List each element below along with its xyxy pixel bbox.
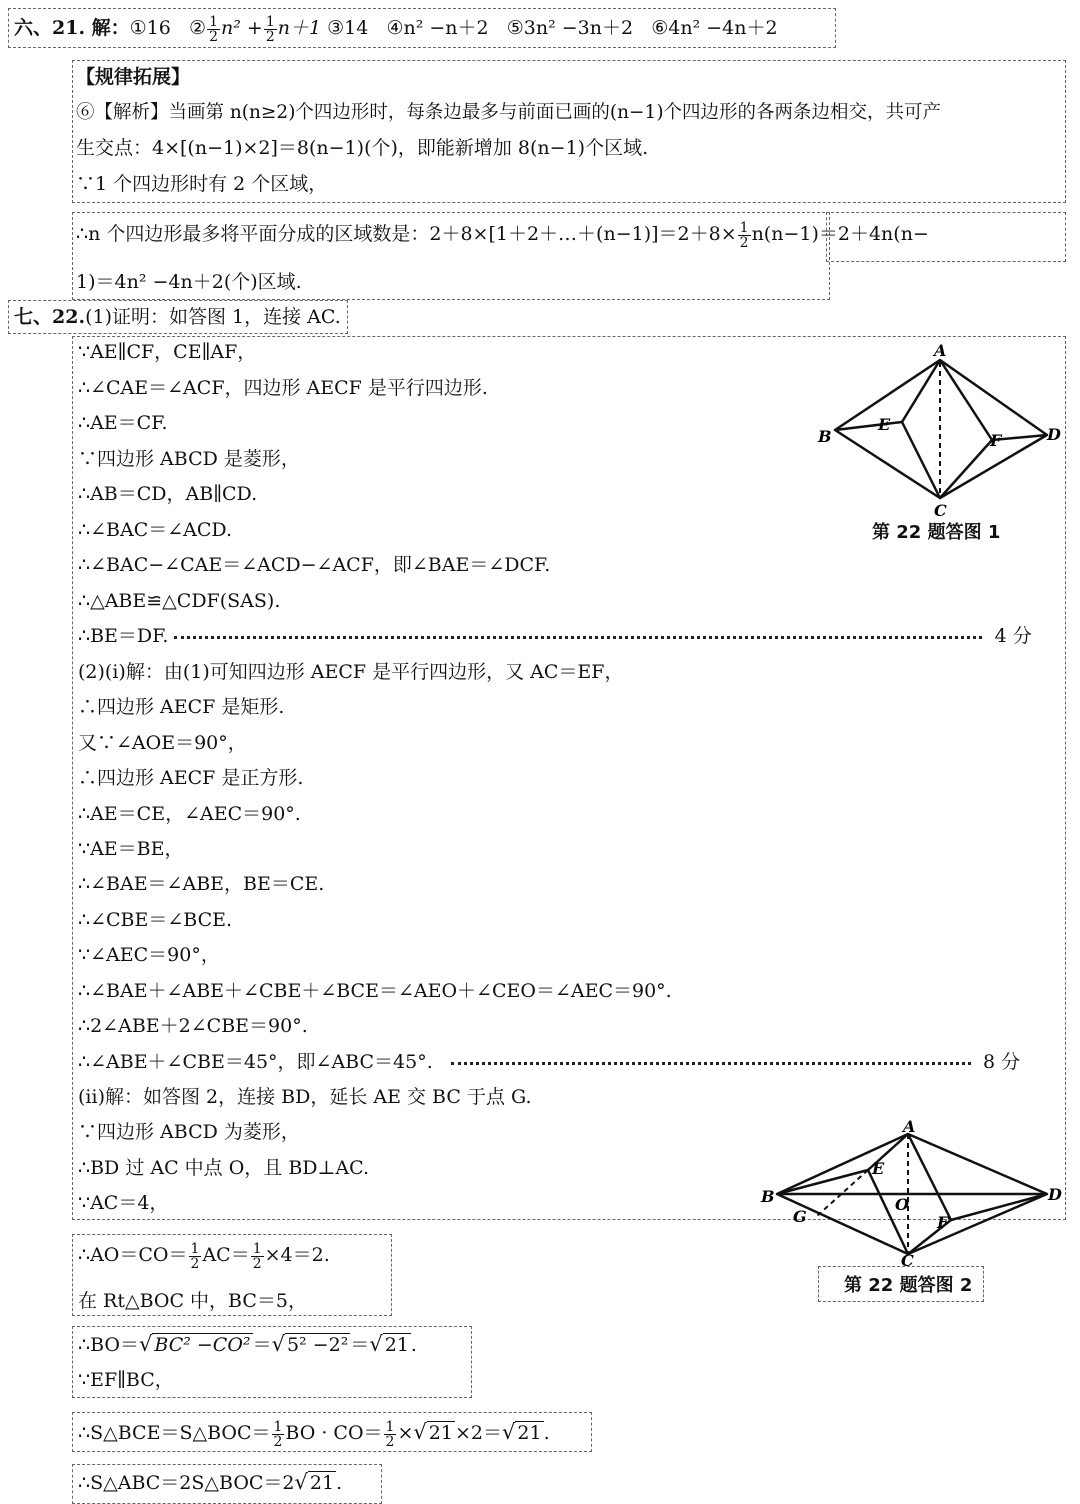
proof-step-score-8: ∴∠ABE＋∠CBE＝45°，即∠ABC＝45°. 8 分 — [78, 1051, 1021, 1073]
proof-step: ∴∠CBE＝∠BCE. — [78, 909, 233, 931]
radical-sign: √ 21 — [294, 1470, 335, 1494]
q21-ans-1: ①16 — [129, 17, 171, 39]
vertex-label-f: F — [990, 431, 1002, 450]
proof-step: ∴四边形 AECF 是矩形. — [78, 696, 285, 718]
proof-step-score-4: ∴BE＝DF. 4 分 — [78, 625, 1032, 647]
proof-step: ∴∠BAC−∠CAE＝∠ACD−∠ACF，即∠BAE＝∠DCF. — [78, 554, 551, 576]
radical-sign: √ 21 — [369, 1332, 409, 1356]
radical-sign: √ 21 — [501, 1420, 542, 1444]
q21-ans-2-prefix: ② — [189, 17, 207, 39]
extension-line-1: ⑥【解析】当画第 n(n≥2)个四边形时，每条边最多与前面已画的(n−1)个四边形的各两条边相交，共可产 — [76, 102, 942, 123]
proof-step: ∴∠CAE＝∠ACF，四边形 AECF 是平行四边形. — [78, 377, 488, 399]
fraction-half: $\frac{1}{2}$ — [739, 219, 749, 251]
proof-step: ∵四边形 ABCD 为菱形， — [78, 1121, 300, 1143]
vertex-label-b: B — [761, 1187, 775, 1206]
fraction-half: $\frac{1}{2}$ — [252, 1240, 262, 1272]
extension-line-3: ∵1 个四边形时有 2 个区域， — [76, 173, 328, 195]
proof-step: ∴∠BAC＝∠ACD. — [78, 519, 233, 541]
q21-ans-2-end: n＋1 — [277, 17, 322, 39]
dotted-leader — [174, 636, 982, 639]
vertex-label-c: C — [901, 1251, 914, 1268]
fraction-half: $\frac{1}{2}$ — [273, 1418, 283, 1450]
proof-step: ∵AE∥CF，CE∥AF， — [78, 341, 257, 363]
proof-step: ∵AC＝4， — [78, 1192, 169, 1214]
calc-ao-co: ∴AO＝CO＝ $\frac{1}{2}$ AC＝ $\frac{1}{2}$ ×4＝2. — [78, 1240, 330, 1272]
figure-1-caption: 第 22 题答图 1 — [872, 522, 1001, 543]
radical-sign: √ 21 — [413, 1420, 453, 1444]
proof-step: ∴BD 过 AC 中点 O，且 BD⊥AC. — [78, 1157, 370, 1179]
vertex-label-d: D — [1048, 1185, 1062, 1204]
score-label: 4 分 — [994, 625, 1032, 647]
dotted-leader — [451, 1062, 971, 1065]
proof-step: ∴AE＝CE，∠AEC＝90°. — [78, 803, 301, 825]
part3-heading: (ⅱ)解：如答图 2，连接 BD，延长 AE 交 BC 于点 G. — [78, 1086, 532, 1108]
ef-parallel-line: ∵EF∥BC， — [78, 1369, 174, 1391]
radical-sign: √ BC² −CO² — [138, 1332, 251, 1356]
fraction-half: $\frac{1}{2}$ — [190, 1240, 200, 1272]
q21-ans-4: ④n² −n＋2 — [386, 17, 489, 39]
calc-final: ∴S△ABC＝2S△BOC＝2√ 21 . — [78, 1468, 342, 1497]
extension-line-5: 1)＝4n² −4n＋2(个)区域. — [76, 271, 302, 293]
proof-step: ∴∠BAE＝∠ABE，BE＝CE. — [78, 873, 325, 895]
q22-heading-line — [14, 303, 341, 331]
vertex-label-e: E — [878, 415, 891, 434]
proof-step: ∵∠AEC＝90°， — [78, 944, 220, 966]
score-label: 8 分 — [982, 1051, 1021, 1073]
q21-answer-line — [14, 14, 778, 44]
rt-triangle-line: 在 Rt△BOC 中，BC＝5， — [78, 1290, 308, 1312]
q21-ans-2-mid: n² + — [220, 17, 263, 39]
vertex-label-a: A — [903, 1118, 916, 1136]
calc-area: ∴S△BCE＝S△BOC＝ $\frac{1}{2}$ BO · CO＝ $\frac{1}{2}$ ×√ 21 ×2＝√ 21 . — [78, 1414, 550, 1451]
q21-ans-6: ⑥4n² −4n＋2 — [651, 17, 778, 39]
proof-step: ∴2∠ABE＋2∠CBE＝90°. — [78, 1015, 308, 1037]
q22-heading: 七、22. — [14, 306, 86, 328]
figure-2-caption: 第 22 题答图 2 — [844, 1275, 973, 1296]
vertex-label-a: A — [934, 341, 947, 360]
vertex-label-f: F — [937, 1213, 949, 1232]
extension-line-4: ∴n 个四边形最多将平面分成的区域数是：2＋8×[1＋2＋…＋(n−1)]＝2＋8× $\frac{1}{2}$ n(n−1)＝2＋4n(n− — [76, 219, 929, 251]
vertex-label-o: O — [895, 1195, 909, 1214]
proof-step: ∵AE＝BE， — [78, 838, 184, 860]
vertex-label-b: B — [818, 427, 832, 446]
vertex-label-g: G — [793, 1207, 807, 1226]
extension-title: 【规律拓展】 — [76, 66, 191, 88]
proof-step: ∵四边形 ABCD 是菱形， — [78, 448, 300, 470]
proof-step: ∴△ABE≌△CDF(SAS). — [78, 590, 281, 612]
fraction-half: $\frac{1}{2}$ — [385, 1418, 395, 1450]
q22-part1-intro: (1)证明：如答图 1，连接 AC. — [85, 306, 341, 328]
figure-1-rhombus — [810, 340, 1070, 525]
vertex-label-d: D — [1047, 425, 1061, 444]
radical-sign: √ 5² −2² — [271, 1332, 349, 1356]
part2-heading: (2)(ⅰ)解：由(1)可知四边形 AECF 是平行四边形，又 AC＝EF， — [78, 661, 624, 683]
q21-heading: 六、21. 解： — [14, 17, 130, 39]
extension-line-2: 生交点：4×[(n−1)×2]＝8(n−1)(个)，即能新增加 8(n−1)个区域. — [76, 137, 649, 159]
figure-2-rhombus — [755, 1118, 1070, 1268]
proof-step: 又∵∠AOE＝90°， — [78, 732, 247, 754]
proof-step: ∴∠BAE＋∠ABE＋∠CBE＋∠BCE＝∠AEO＋∠CEO＝∠AEC＝90°. — [78, 980, 672, 1002]
fraction-half: $\frac{1}{2}$ — [265, 13, 275, 45]
calc-bo: ∴BO＝√ BC² −CO² ＝√ 5² −2² ＝√ 21 . — [78, 1330, 417, 1359]
q21-ans-5: ⑤3n² −3n＋2 — [506, 17, 634, 39]
proof-step: ∴AE＝CF. — [78, 412, 168, 434]
proof-step: ∴AB＝CD，AB∥CD. — [78, 483, 258, 505]
q21-ans-3: ③14 — [327, 17, 369, 39]
vertex-label-c: C — [934, 501, 947, 520]
proof-step: ∴四边形 AECF 是正方形. — [78, 767, 304, 789]
vertex-label-e: E — [872, 1159, 885, 1178]
fraction-half: $\frac{1}{2}$ — [209, 13, 218, 45]
